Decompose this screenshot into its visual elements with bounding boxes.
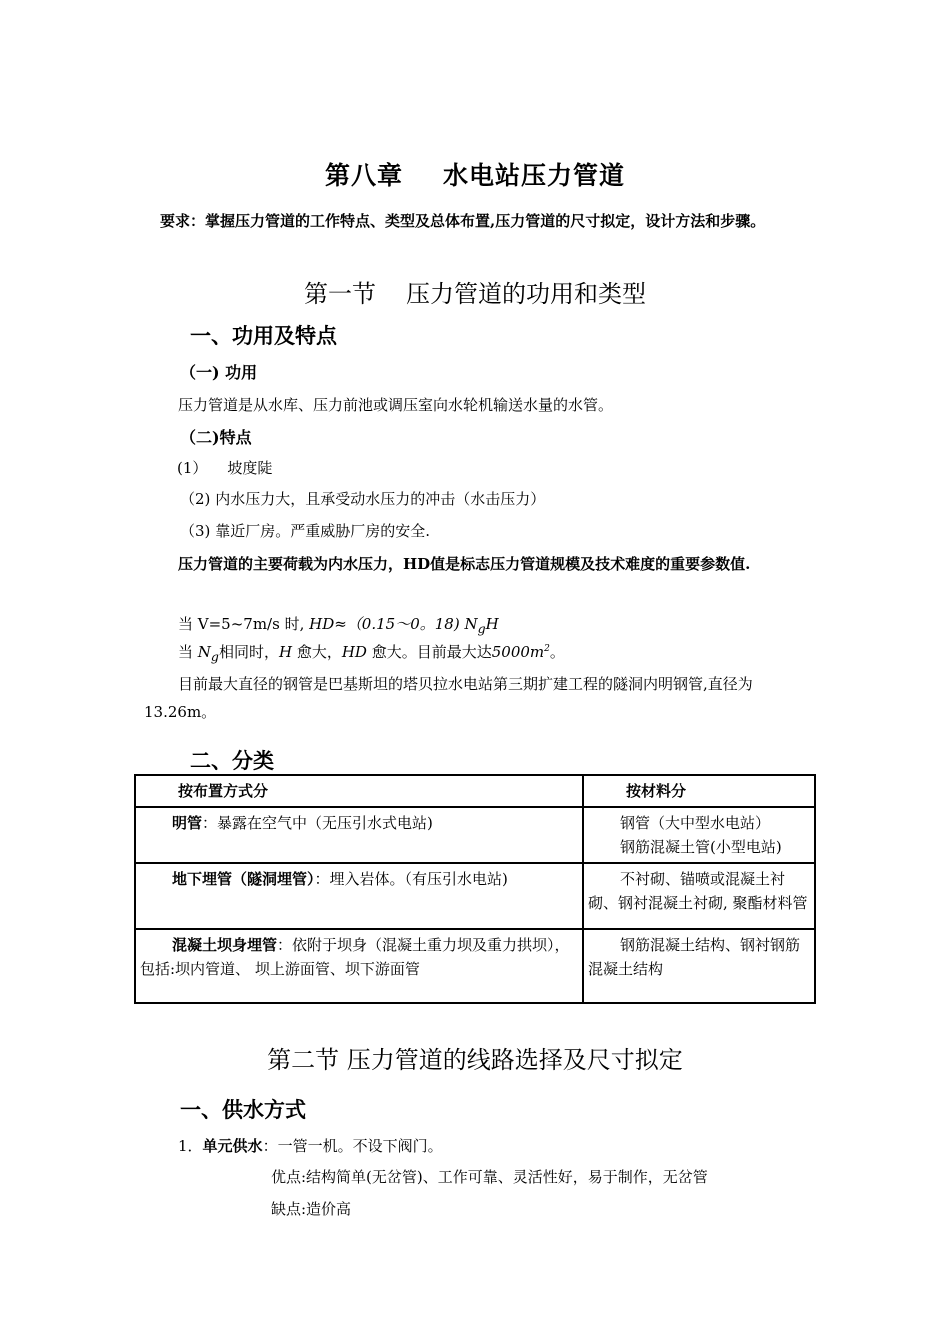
chapter-name: 水电站压力管道 [443,161,626,190]
table-cell [583,807,815,863]
table-header-cell: 按布置方式分 [135,775,583,807]
formula-2-h: H [278,643,293,661]
table-cell [583,929,815,1003]
row-desc: ：暴露在空气中（无压引水式电站) [202,814,433,832]
feature-number: （2) [180,490,211,508]
formula-1-tail: H [485,615,499,633]
subheading-features: （二)特点 [180,428,252,447]
formula-1-prefix: 当 V=5~7m/s 时, [178,615,305,633]
cell-line: 钢筋混凝土管(小型电站) [620,838,782,856]
table-cell [135,863,583,929]
formula-1-sub: g [477,621,486,636]
item-desc: ：一管一机。不设下阀门。 [262,1137,443,1155]
formula-2-n: N [197,643,211,661]
formula-2-end: 。 [549,643,565,661]
chapter-title [0,156,950,192]
subheading-function: （一) 功用 [180,363,258,382]
section-number: 第一节 [304,280,376,308]
table-cell [583,863,815,929]
feature-item [180,488,545,509]
cell-line: 不衬砌、锚喷或混凝土衬砌、钢衬混凝土衬砌, 聚酯材料管 [588,870,808,912]
section-title-1 [0,274,950,309]
item-term: 单元供水 [202,1137,263,1155]
row-term: 混凝土坝身埋管 [172,936,278,954]
formula-2-mid2: 愈大， [296,643,342,661]
requirement-text: 要求：掌握压力管道的工作特点、类型及总体布置,压力管道的尺寸拟定，设计方法和步骤。 [160,212,766,230]
function-text: 压力管道是从水库、压力前池或调压室向水轮机输送水量的水管。 [178,396,614,414]
heading-supply-mode: 一、供水方式 [180,1098,306,1122]
formula-2-hd: HD [341,643,367,661]
main-load-text: 压力管道的主要荷载为内水压力，HD值是标志压力管道规模及技术难度的重要参数值. [178,555,751,573]
cell-line: 钢筋混凝土结构、钢衬钢筋混凝土结构 [588,936,801,978]
row-desc: ：依附于坝身（混凝土重力坝及重力拱坝），包括:坝内管道、 坝上游面管、坝下游面管 [140,936,570,978]
formula-2-value: 5000m [491,643,545,661]
formula-1 [178,613,499,636]
heading-function-features: 一、功用及特点 [190,324,337,348]
formula-2-sup: 2 [544,644,550,654]
table-cell [135,807,583,863]
table-row [135,807,815,863]
row-term: 地下埋管（隧洞埋管） [172,870,315,888]
pros-text: 优点:结构简单(无岔管)、工作可靠、灵活性好，易于制作，无岔管 [271,1168,708,1186]
table-header-row [135,775,815,807]
row-term: 明管 [172,814,203,832]
heading-classification: 二、分类 [190,749,274,773]
section-name: 压力管道的功用和类型 [406,280,646,308]
cell-line: 钢管（大中型水电站） [620,814,771,832]
feature-text: 内水压力大，且承受动水压力的冲击（水击压力） [215,490,546,508]
table-header-cell: 按材料分 [583,775,815,807]
formula-2-mid3: 愈大。目前最大达 [371,643,492,661]
feature-text: 靠近厂房。严重威胁厂房的安全. [215,522,430,540]
table-cell [135,929,583,1003]
feature-text: 坡度陡 [227,459,273,477]
formula-1-expr: HD≈（0.15～0。18) N [309,615,478,633]
feature-number: （3) [180,522,211,540]
feature-number: (1） [177,459,208,477]
classification-table [134,774,816,1004]
feature-item [177,457,272,478]
formula-2-mid1: 相同时， [218,643,279,661]
formula-2-sub: g [210,649,219,664]
formula-2-prefix: 当 [178,643,194,661]
formula-2 [178,641,565,664]
section-title-2: 第二节 压力管道的线路选择及尺寸拟定 [267,1046,683,1074]
largest-pipe-text: 目前最大直径的钢管是巴基斯坦的塔贝拉水电站第三期扩建工程的隧洞内明钢管,直径为13.26m。 [144,675,753,721]
item-number: 1． [178,1137,203,1155]
chapter-number: 第八章 [324,161,403,190]
table-row [135,863,815,929]
feature-item [180,520,430,541]
table-row [135,929,815,1003]
supply-item-1 [178,1135,443,1156]
row-desc: ：埋入岩体。（有压引水电站) [314,870,508,888]
cons-text: 缺点:造价高 [271,1200,352,1218]
